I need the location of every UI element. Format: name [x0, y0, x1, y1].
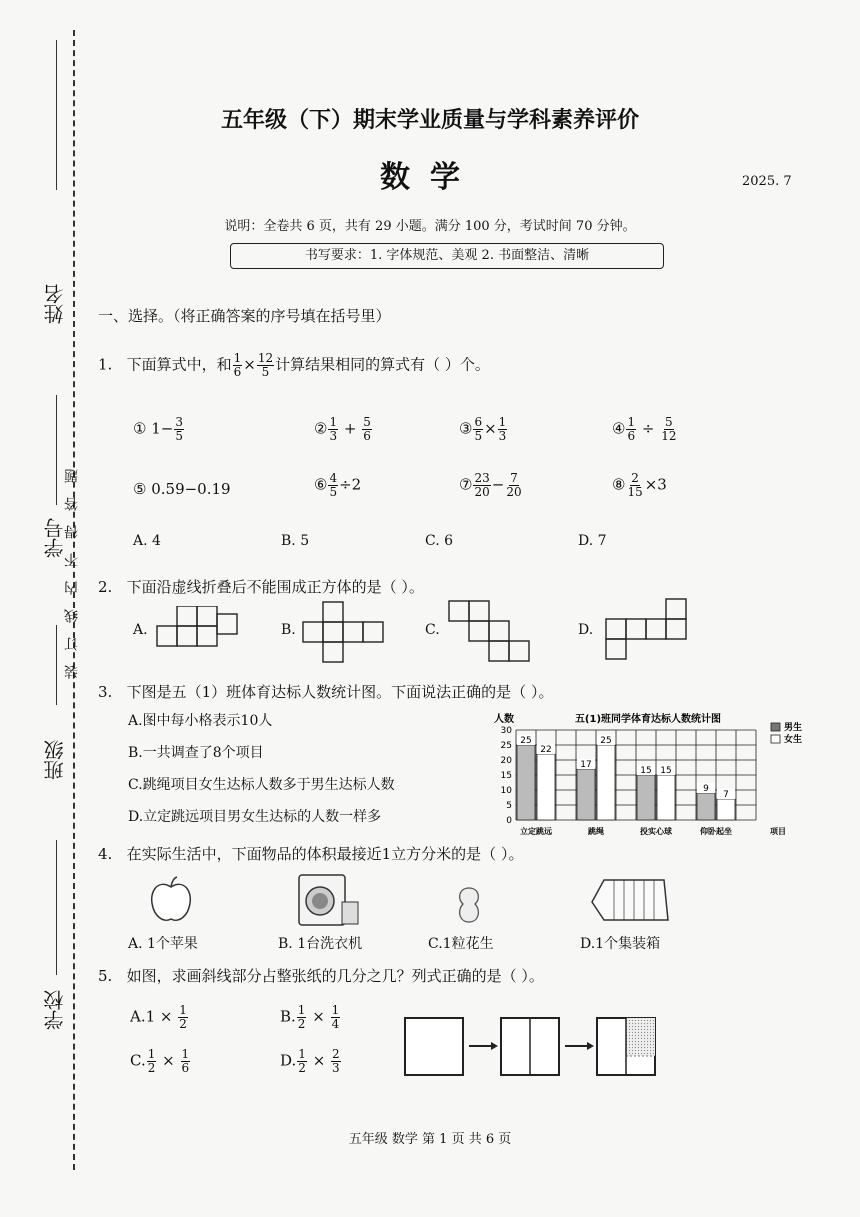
q5-stem: [98, 965, 544, 986]
frac-num: 5: [363, 415, 371, 429]
legend-swatch: [771, 723, 780, 731]
name-label: 姓名: [43, 284, 67, 324]
frac-num: 2: [332, 1047, 340, 1061]
bar-value-label: 17: [580, 760, 592, 770]
container-icon: [590, 876, 672, 926]
operator: −: [491, 475, 505, 494]
frac-den: 6: [363, 429, 371, 443]
q2-stem: [98, 576, 424, 597]
operator: ÷: [641, 419, 655, 438]
q5-option-a: [130, 1004, 189, 1031]
option-prefix: ②: [314, 419, 328, 438]
bar-value-label: 25: [600, 736, 612, 746]
bar-value-label: 9: [703, 784, 709, 794]
frac-num: 1: [331, 1003, 340, 1017]
q5-stem-text: 如图，求画斜线部分占整张纸的几分之几？列式正确的是（ ）。: [126, 967, 544, 985]
frac-num: 3: [175, 415, 183, 429]
cube-net-c: [448, 600, 532, 662]
y-tick-label: 30: [500, 726, 512, 736]
q1-number: 1.: [98, 355, 113, 374]
y-tick-label: 25: [500, 741, 512, 751]
fraction: [297, 1048, 307, 1075]
q5-number: 5.: [98, 967, 113, 985]
chart-xlabel: 项目: [770, 827, 786, 836]
frac-den: 6: [627, 429, 636, 443]
option-prefix: ⑦: [459, 475, 473, 494]
operator: +: [343, 419, 357, 438]
paper-folding-diagram: [403, 1016, 663, 1078]
bar-chart: [488, 708, 828, 843]
frac-den: 6: [233, 365, 242, 379]
bar: [537, 754, 555, 820]
arrow-1-head: [491, 1042, 498, 1050]
frac-den: 5: [175, 429, 183, 443]
y-tick-label: 5: [506, 801, 512, 811]
page-footer: 五年级 数学 第 1 页 共 6 页: [348, 1132, 512, 1147]
fraction: [331, 1048, 341, 1075]
q3-number: 3.: [98, 683, 113, 701]
fraction: [181, 1048, 191, 1075]
q2-number: 2.: [98, 578, 113, 596]
q2-label-d: D.: [578, 622, 594, 638]
q4-choice-a: A. 1个苹果: [128, 936, 198, 952]
apple-icon: [148, 875, 194, 925]
frac-num: 1: [181, 1047, 190, 1061]
q1-frac-1: [233, 352, 243, 379]
cube-net-a: [155, 606, 245, 650]
exam-date: 2025. 7: [742, 174, 792, 189]
category-label: 立定跳远: [520, 827, 552, 836]
bar: [697, 793, 715, 820]
arrow-2-head: [587, 1042, 594, 1050]
option-prefix: B.: [280, 1007, 296, 1026]
q1-choice-c: C. 6: [425, 533, 454, 549]
option-prefix: ⑧: [612, 475, 626, 494]
category-label: 投实心球: [640, 827, 672, 836]
option-prefix: ⑥: [314, 475, 328, 494]
option-prefix: A.1 ×: [130, 1007, 173, 1026]
fraction: [505, 472, 522, 499]
q1-stem: [98, 352, 490, 379]
times-sign: ×: [243, 355, 256, 374]
binding-warning: 装订线内不得答题: [64, 455, 80, 679]
frac-den: 2: [179, 1017, 187, 1031]
exam-note: 说明：全卷共 6 页，共有 29 小题。满分 100 分，考试时间 70 分钟。: [224, 219, 636, 234]
frac-num: 23: [474, 471, 490, 485]
option-prefix: ① 1−: [133, 419, 174, 438]
q3-option-d: D.立定跳远项目男女生达标的人数一样多: [128, 809, 382, 825]
operator: ×: [162, 1051, 175, 1070]
q1-option-5: ⑤ 0.59−0.19: [133, 480, 231, 498]
writing-requirements: 书写要求：1. 字体规范、美观 2. 书面整洁、清晰: [230, 243, 664, 269]
frac-num: 2: [631, 471, 639, 485]
frac-num: 1: [298, 1047, 306, 1061]
fraction: [331, 1004, 341, 1031]
q1-choice-d: D. 7: [578, 533, 607, 549]
y-tick-label: 20: [500, 756, 512, 766]
washing-machine-icon: [296, 872, 362, 928]
fraction: [626, 472, 643, 499]
legend-swatch: [771, 735, 780, 743]
q5-option-d: [280, 1048, 342, 1075]
q3-stem: [98, 681, 553, 702]
class-blank: [56, 625, 57, 705]
bar-value-label: 15: [640, 766, 652, 776]
q3-option-c: C.跳绳项目女生达标人数多于男生达标人数: [128, 777, 395, 793]
q1-option-4: [612, 416, 679, 443]
q4-choice-b: B. 1台洗衣机: [278, 936, 363, 952]
q1-stem-before: 下面算式中，和: [126, 355, 232, 374]
q1-option-2: [314, 416, 373, 443]
fraction: [328, 416, 338, 443]
q1-choice-a: A. 4: [133, 533, 161, 549]
q1-stem-after: 计算结果相同的算式有（ ）个。: [275, 355, 490, 374]
fraction: [660, 416, 677, 443]
bar: [637, 775, 655, 820]
frac-num: 1: [627, 415, 636, 429]
frac-den: 5: [261, 365, 270, 379]
operator: ×: [312, 1051, 326, 1070]
option-prefix: ④: [612, 419, 626, 438]
legend-label: 女生: [784, 735, 803, 745]
fraction: [297, 1004, 307, 1031]
frac-num: 12: [257, 351, 274, 365]
class-label: 班级: [43, 740, 67, 780]
q4-choice-d: D.1个集装箱: [580, 936, 661, 952]
bar: [517, 745, 535, 820]
operator: ×: [484, 419, 497, 438]
bar-value-label: 15: [660, 766, 672, 776]
exam-title: 五年级（下）期末学业质量与学科素养评价: [220, 107, 639, 133]
frac-num: 1: [498, 415, 507, 429]
paper-whole: [405, 1018, 463, 1075]
id-label: 学号: [43, 518, 67, 558]
section-heading: 一、选择。（将正确答案的序号填在括号里）: [98, 307, 391, 325]
frac-num: 1: [147, 1047, 156, 1061]
q1-option-6: [314, 472, 361, 499]
option-prefix: C.: [130, 1051, 146, 1070]
bar: [597, 745, 615, 820]
school-blank: [56, 840, 57, 975]
option-suffix: ×3: [644, 475, 667, 494]
chart-title: 五(1)班同学体育达标人数统计图: [574, 714, 722, 725]
frac-num: 5: [665, 415, 673, 429]
frac-den: 3: [332, 1061, 340, 1075]
q1-option-7: [459, 472, 524, 499]
q5-option-b: [280, 1004, 341, 1031]
frac-den: 3: [498, 429, 507, 443]
q5-option-c: [130, 1048, 191, 1075]
q3-option-a: A.图中每小格表示10人: [128, 713, 273, 729]
q2-label-b: B.: [281, 622, 296, 638]
q1-choice-b: B. 5: [281, 533, 310, 549]
fraction: [178, 1004, 188, 1031]
cube-net-b: [302, 601, 388, 663]
frac-num: 1: [179, 1003, 187, 1017]
bar: [577, 769, 595, 820]
frac-den: 20: [506, 485, 522, 499]
q3-option-b: B.一共调查了8个项目: [128, 745, 264, 761]
frac-num: 1: [233, 351, 242, 365]
frac-den: 2: [298, 1061, 306, 1075]
q2-label-a: A.: [133, 622, 148, 638]
operator: ×: [312, 1007, 325, 1026]
q4-stem: [98, 843, 523, 864]
subject-title: 数学: [380, 160, 480, 195]
frac-den: 5: [329, 485, 338, 499]
fraction: [362, 416, 372, 443]
q4-choice-c: C.1粒花生: [428, 936, 494, 952]
category-label: 仰卧起坐: [700, 827, 732, 836]
frac-den: 4: [331, 1017, 340, 1031]
fraction: [473, 472, 490, 499]
bar-value-label: 22: [540, 745, 552, 755]
frac-den: 15: [627, 485, 643, 499]
school-label: 学校: [43, 990, 67, 1030]
q4-number: 4.: [98, 845, 113, 863]
bar-value-label: 7: [723, 790, 729, 800]
fraction: [174, 416, 184, 443]
bar: [657, 775, 675, 820]
category-label: 跳绳: [588, 827, 604, 836]
q2-stem-text: 下面沿虚线折叠后不能围成正方体的是（ ）。: [126, 578, 424, 596]
frac-den: 3: [329, 429, 338, 443]
q1-option-8: [612, 472, 667, 499]
fraction: [328, 472, 338, 499]
q1-option-1: [133, 416, 185, 443]
y-tick-label: 15: [500, 771, 512, 781]
frac-den: 6: [181, 1061, 190, 1075]
frac-den: 5: [474, 429, 483, 443]
q4-stem-text: 在实际生活中，下面物品的体积最接近1立方分米的是（ ）。: [126, 845, 524, 863]
fraction: [473, 416, 483, 443]
frac-den: 20: [474, 485, 490, 499]
q1-frac-2: [257, 352, 274, 379]
frac-num: 7: [510, 471, 518, 485]
frac-den: 2: [297, 1017, 306, 1031]
bar: [717, 799, 735, 820]
q3-stem-text: 下图是五（1）班体育达标人数统计图。下面说法正确的是（ ）。: [126, 683, 554, 701]
option-prefix: D.: [280, 1051, 297, 1070]
shaded-region: [626, 1018, 655, 1056]
option-suffix: ÷2: [339, 475, 362, 494]
frac-num: 6: [474, 415, 483, 429]
frac-num: 4: [329, 471, 338, 485]
chart-svg: [488, 708, 828, 843]
y-tick-label: 10: [500, 786, 512, 796]
fraction: [498, 416, 508, 443]
frac-num: 1: [329, 415, 338, 429]
frac-den: 12: [661, 429, 677, 443]
chart-ylabel: 人数: [494, 714, 514, 725]
frac-num: 1: [297, 1003, 306, 1017]
peanut-icon: [453, 885, 485, 925]
q1-option-3: [459, 416, 508, 443]
q2-label-c: C.: [425, 622, 440, 638]
frac-den: 2: [147, 1061, 156, 1075]
cube-net-d: [605, 598, 691, 660]
legend-label: 男生: [784, 723, 803, 733]
fraction: [626, 416, 636, 443]
y-tick-label: 0: [506, 816, 512, 826]
option-prefix: ③: [459, 419, 473, 438]
id-blank: [56, 395, 57, 505]
fraction: [147, 1048, 157, 1075]
bar-value-label: 25: [520, 736, 532, 746]
